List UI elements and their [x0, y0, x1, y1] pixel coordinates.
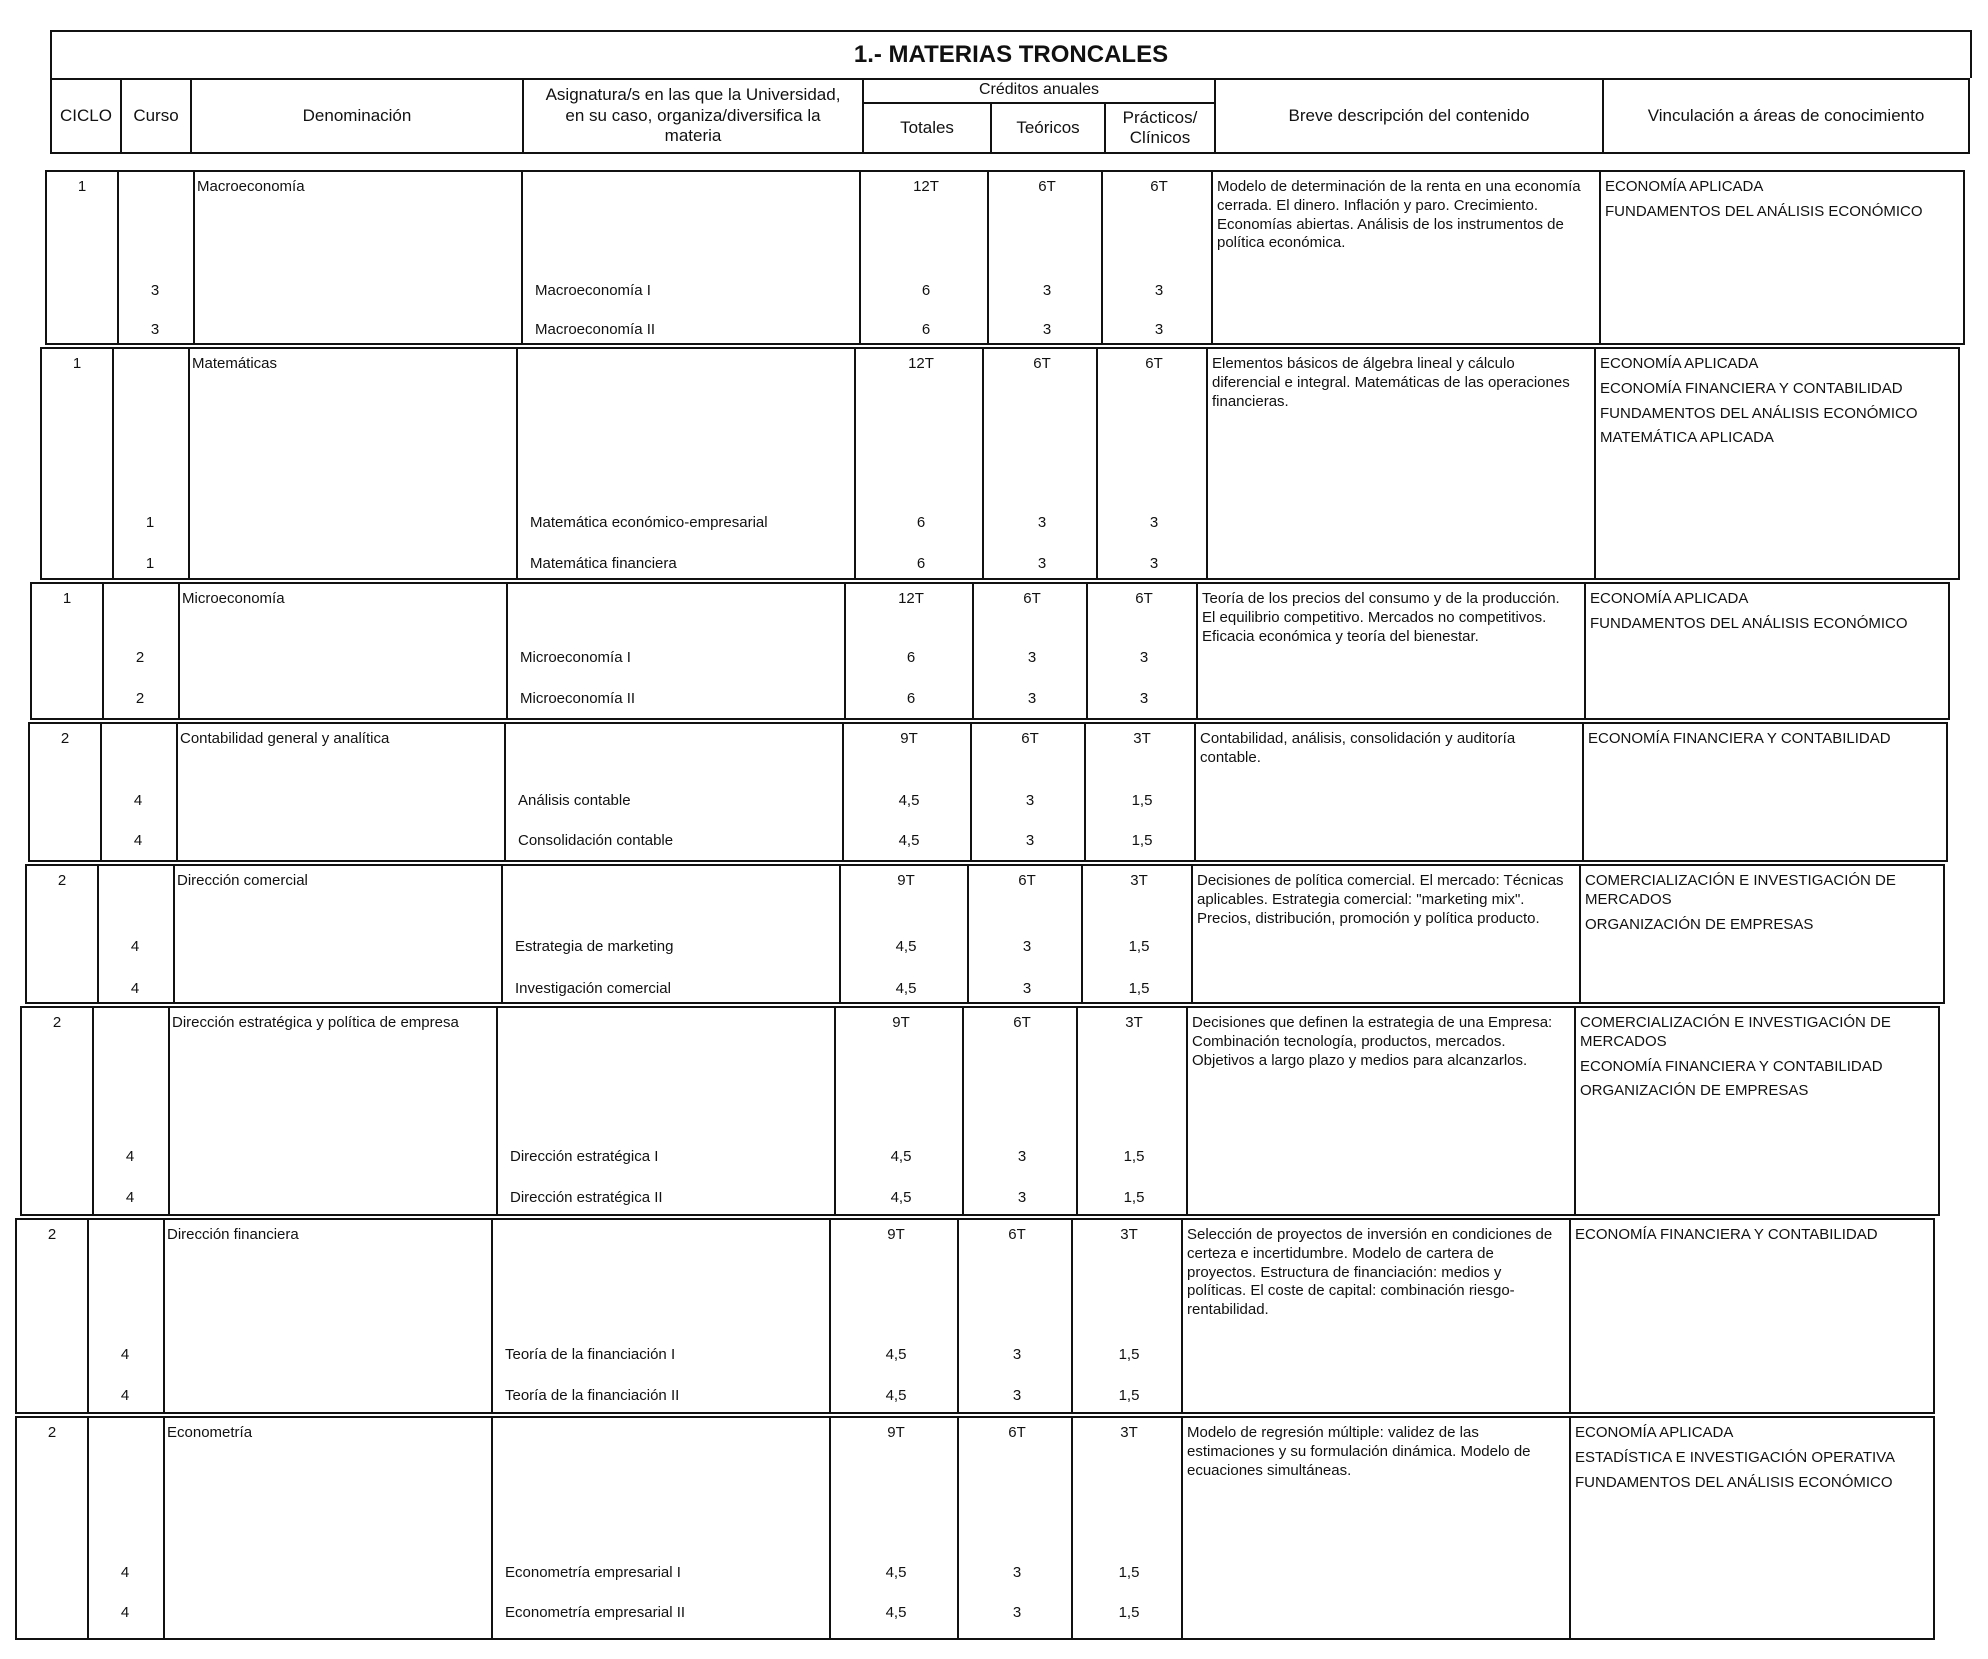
teoricos-cell: 6T — [1008, 1226, 1026, 1243]
sub-totales-cell: 4,5 — [895, 938, 917, 955]
sub-teoricos-cell: 3 — [1012, 1604, 1022, 1621]
sub-practicos-cell: 1,5 — [1131, 792, 1153, 809]
descripcion-cell: Decisiones de política comercial. El mercado: Técnicas aplicables. Estrategia comercial: "marketing mix". Precios, distribución, promoción y política producto. — [1197, 872, 1564, 927]
header-creditos: Créditos anuales — [862, 78, 1216, 100]
totales-cell: 9T — [887, 1226, 905, 1243]
area-item: ECONOMÍA APLICADA — [1575, 1424, 1734, 1441]
denominacion-cell: Dirección estratégica y política de empresa — [172, 1014, 459, 1031]
sub-totales-cell: 4,5 — [885, 1564, 907, 1581]
sub-teoricos-cell: 3 — [1017, 1148, 1027, 1165]
vinculacion-cell — [1590, 590, 1930, 640]
curso-cell: 4 — [130, 980, 140, 997]
teoricos-cell: 6T — [1023, 590, 1041, 607]
sub-teoricos-cell: 3 — [1012, 1346, 1022, 1363]
teoricos-cell: 6T — [1033, 355, 1051, 372]
curso-cell: 4 — [133, 832, 143, 849]
vinculacion-cell — [1605, 178, 1945, 228]
descripcion-cell: Selección de proyectos de inversión en condiciones de certeza e incertidumbre. Modelo de cartera de proyectos. Estructura de financiación: medios y políticas. El coste de capital: combinación riesgo-rentabilidad. — [1187, 1226, 1553, 1318]
header-denominacion: Denominación — [190, 78, 524, 154]
area-item: ECONOMÍA APLICADA — [1605, 178, 1764, 195]
practicos-cell: 3T — [1133, 730, 1151, 747]
area-item: ECONOMÍA FINANCIERA Y CONTABILIDAD — [1575, 1226, 1878, 1243]
table-row — [28, 722, 1948, 862]
asignatura-cell: Dirección estratégica I — [510, 1148, 659, 1165]
table-row — [45, 170, 1965, 345]
teoricos-cell: 6T — [1008, 1424, 1026, 1441]
curso-cell: 4 — [120, 1604, 130, 1621]
ciclo-cell: 2 — [47, 1424, 57, 1441]
descripcion-cell: Decisiones que definen la estrategia de una Empresa: Combinación tecnología, productos, mercados. Objetivos a largo plazo y medios para alcanzarlos. — [1192, 1014, 1553, 1069]
sub-teoricos-cell: 3 — [1042, 282, 1052, 299]
table-row — [40, 347, 1960, 580]
area-item: ECONOMÍA FINANCIERA Y CONTABILIDAD — [1588, 730, 1891, 747]
sub-teoricos-cell: 3 — [1017, 1189, 1027, 1206]
curso-cell: 1 — [145, 555, 155, 572]
vinculacion-cell — [1575, 1424, 1915, 1498]
sub-totales-cell: 4,5 — [885, 1387, 907, 1404]
sub-totales-cell: 4,5 — [885, 1604, 907, 1621]
ciclo-cell: 2 — [47, 1226, 57, 1243]
area-item: MATEMÁTICA APLICADA — [1600, 429, 1774, 447]
teoricos-cell: 6T — [1018, 872, 1036, 889]
sub-practicos-cell: 1,5 — [1118, 1604, 1140, 1621]
sub-totales-cell: 6 — [906, 690, 916, 707]
header-asignaturas: Asignatura/s en las que la Universidad, en su caso, organiza/diversifica la materia — [522, 78, 864, 154]
ciclo-cell: 2 — [57, 872, 67, 889]
area-item: ORGANIZACIÓN DE EMPRESAS — [1580, 1082, 1809, 1100]
vinculacion-cell — [1575, 1226, 1915, 1251]
sub-practicos-cell: 1,5 — [1118, 1346, 1140, 1363]
asignatura-cell: Macroeconomía I — [535, 282, 651, 299]
teoricos-cell: 6T — [1021, 730, 1039, 747]
vinculacion-cell — [1588, 730, 1928, 755]
sub-practicos-cell: 1,5 — [1118, 1387, 1140, 1404]
sub-teoricos-cell: 3 — [1027, 690, 1037, 707]
curso-cell: 3 — [150, 321, 160, 338]
sub-totales-cell: 4,5 — [885, 1346, 907, 1363]
vinculacion-cell — [1585, 872, 1925, 940]
ciclo-cell: 2 — [60, 730, 70, 747]
asignatura-cell: Consolidación contable — [518, 832, 674, 849]
practicos-cell: 6T — [1135, 590, 1153, 607]
asignatura-cell: Investigación comercial — [515, 980, 671, 997]
sub-totales-cell: 6 — [916, 555, 926, 572]
totales-cell: 9T — [897, 872, 915, 889]
curso-cell: 4 — [120, 1387, 130, 1404]
asignatura-cell: Microeconomía I — [520, 649, 631, 666]
sub-totales-cell: 6 — [921, 321, 931, 338]
header-totales: Totales — [862, 102, 992, 154]
sub-teoricos-cell: 3 — [1012, 1387, 1022, 1404]
sub-teoricos-cell: 3 — [1025, 792, 1035, 809]
area-item: ECONOMÍA APLICADA — [1590, 590, 1749, 607]
table-row — [15, 1416, 1935, 1640]
curso-cell: 1 — [145, 514, 155, 531]
denominacion-cell: Dirección financiera — [167, 1226, 299, 1243]
asignatura-cell: Teoría de la financiación I — [505, 1346, 676, 1363]
header-descripcion: Breve descripción del contenido — [1214, 78, 1604, 154]
asignatura-cell: Teoría de la financiación II — [505, 1387, 680, 1404]
sub-practicos-cell: 3 — [1149, 555, 1159, 572]
table-row — [25, 864, 1945, 1004]
sub-practicos-cell: 1,5 — [1123, 1189, 1145, 1206]
denominacion-cell: Contabilidad general y analítica — [180, 730, 390, 747]
curso-cell: 4 — [125, 1148, 135, 1165]
sub-teoricos-cell: 3 — [1022, 938, 1032, 955]
teoricos-cell: 6T — [1013, 1014, 1031, 1031]
curso-cell: 2 — [135, 690, 145, 707]
sub-practicos-cell: 3 — [1139, 690, 1149, 707]
area-item: ECONOMÍA FINANCIERA Y CONTABILIDAD — [1600, 379, 1903, 397]
sub-totales-cell: 4,5 — [895, 980, 917, 997]
denominacion-cell: Dirección comercial — [177, 872, 308, 889]
sub-totales-cell: 4,5 — [890, 1148, 912, 1165]
asignatura-cell: Macroeconomía II — [535, 321, 656, 338]
asignatura-cell: Microeconomía II — [520, 690, 636, 707]
practicos-cell: 3T — [1125, 1014, 1143, 1031]
area-item: FUNDAMENTOS DEL ANÁLISIS ECONÓMICO — [1590, 614, 1908, 632]
sub-totales-cell: 6 — [916, 514, 926, 531]
curso-cell: 4 — [133, 792, 143, 809]
area-item: ORGANIZACIÓN DE EMPRESAS — [1585, 915, 1814, 933]
curso-cell: 4 — [125, 1189, 135, 1206]
table-row — [20, 1006, 1940, 1216]
asignatura-cell: Dirección estratégica II — [510, 1189, 663, 1206]
totales-cell: 9T — [900, 730, 918, 747]
sub-teoricos-cell: 3 — [1012, 1564, 1022, 1581]
totales-cell: 12T — [898, 590, 924, 607]
totales-cell: 12T — [913, 178, 939, 195]
practicos-cell: 3T — [1130, 872, 1148, 889]
asignatura-cell: Análisis contable — [518, 792, 631, 809]
table-header — [50, 30, 1970, 158]
sub-totales-cell: 6 — [906, 649, 916, 666]
sub-practicos-cell: 1,5 — [1118, 1564, 1140, 1581]
sub-teoricos-cell: 3 — [1025, 832, 1035, 849]
sub-totales-cell: 6 — [921, 282, 931, 299]
asignatura-cell: Econometría empresarial II — [505, 1604, 686, 1621]
area-item: ECONOMÍA FINANCIERA Y CONTABILIDAD — [1580, 1057, 1883, 1075]
descripcion-cell: Teoría de los precios del consumo y de la producción. El equilibrio competitivo. Mercados no competitivos. Eficacia económica y teoría del bienestar. — [1202, 590, 1560, 645]
asignatura-cell: Econometría empresarial I — [505, 1564, 681, 1581]
ciclo-cell: 1 — [72, 355, 82, 372]
area-item: ESTADÍSTICA E INVESTIGACIÓN OPERATIVA — [1575, 1448, 1896, 1466]
ciclo-cell: 1 — [77, 178, 87, 195]
sub-practicos-cell: 3 — [1149, 514, 1159, 531]
totales-cell: 9T — [887, 1424, 905, 1441]
header-curso: Curso — [120, 78, 192, 154]
sub-teoricos-cell: 3 — [1037, 514, 1047, 531]
descripcion-cell: Modelo de determinación de la renta en una economía cerrada. El dinero. Inflación y paro. Crecimiento. Economías abiertas. Análisis de los instrumentos de política económica. — [1217, 178, 1581, 252]
area-item: FUNDAMENTOS DEL ANÁLISIS ECONÓMICO — [1575, 1473, 1893, 1491]
sub-totales-cell: 4,5 — [898, 832, 920, 849]
curso-cell: 4 — [120, 1564, 130, 1581]
curso-cell: 4 — [120, 1346, 130, 1363]
sub-practicos-cell: 1,5 — [1128, 980, 1150, 997]
curso-cell: 4 — [130, 938, 140, 955]
sub-practicos-cell: 3 — [1154, 282, 1164, 299]
practicos-cell: 3T — [1120, 1424, 1138, 1441]
sub-practicos-cell: 3 — [1139, 649, 1149, 666]
area-item: FUNDAMENTOS DEL ANÁLISIS ECONÓMICO — [1605, 202, 1923, 220]
area-item: COMERCIALIZACIÓN E INVESTIGACIÓN DE MERCADOS — [1580, 1014, 1891, 1050]
sub-totales-cell: 4,5 — [890, 1189, 912, 1206]
sub-teoricos-cell: 3 — [1027, 649, 1037, 666]
header-practicos: Prácticos/ Clínicos — [1104, 102, 1216, 154]
header-teoricos: Teóricos — [990, 102, 1106, 154]
denominacion-cell: Matemáticas — [192, 355, 278, 372]
table-row — [30, 582, 1950, 720]
vinculacion-cell — [1580, 1014, 1920, 1107]
teoricos-cell: 6T — [1038, 178, 1056, 195]
header-ciclo: CICLO — [50, 78, 122, 154]
sub-teoricos-cell: 3 — [1022, 980, 1032, 997]
sub-teoricos-cell: 3 — [1037, 555, 1047, 572]
descripcion-cell: Elementos básicos de álgebra lineal y cálculo diferencial e integral. Matemáticas de las operaciones financieras. — [1212, 355, 1570, 410]
totales-cell: 9T — [892, 1014, 910, 1031]
asignatura-cell: Matemática financiera — [530, 555, 677, 572]
sub-teoricos-cell: 3 — [1042, 321, 1052, 338]
sub-totales-cell: 4,5 — [898, 792, 920, 809]
sub-practicos-cell: 3 — [1154, 321, 1164, 338]
ciclo-cell: 2 — [52, 1014, 62, 1031]
practicos-cell: 6T — [1145, 355, 1163, 372]
asignatura-cell: Estrategia de marketing — [515, 938, 674, 955]
header-vinculacion: Vinculación a áreas de conocimiento — [1602, 78, 1970, 154]
totales-cell: 12T — [908, 355, 934, 372]
denominacion-cell: Microeconomía — [182, 590, 285, 607]
area-item: COMERCIALIZACIÓN E INVESTIGACIÓN DE MERCADOS — [1585, 872, 1896, 908]
vinculacion-cell — [1600, 355, 1940, 454]
area-item: FUNDAMENTOS DEL ANÁLISIS ECONÓMICO — [1600, 404, 1918, 422]
denominacion-cell: Macroeconomía — [197, 178, 305, 195]
curso-cell: 3 — [150, 282, 160, 299]
sub-practicos-cell: 1,5 — [1131, 832, 1153, 849]
table-title: 1.- MATERIAS TRONCALES — [50, 30, 1972, 78]
denominacion-cell: Econometría — [167, 1424, 253, 1441]
asignatura-cell: Matemática económico-empresarial — [530, 514, 768, 531]
practicos-cell: 6T — [1150, 178, 1168, 195]
sub-practicos-cell: 1,5 — [1128, 938, 1150, 955]
sub-practicos-cell: 1,5 — [1123, 1148, 1145, 1165]
area-item: ECONOMÍA APLICADA — [1600, 355, 1759, 372]
descripcion-cell: Modelo de regresión múltiple: validez de las estimaciones y su formulación dinámica. Modelo de ecuaciones simultáneas. — [1187, 1424, 1531, 1479]
descripcion-cell: Contabilidad, análisis, consolidación y auditoría contable. — [1200, 730, 1516, 766]
ciclo-cell: 1 — [62, 590, 72, 607]
curso-cell: 2 — [135, 649, 145, 666]
practicos-cell: 3T — [1120, 1226, 1138, 1243]
table-row — [15, 1218, 1935, 1414]
